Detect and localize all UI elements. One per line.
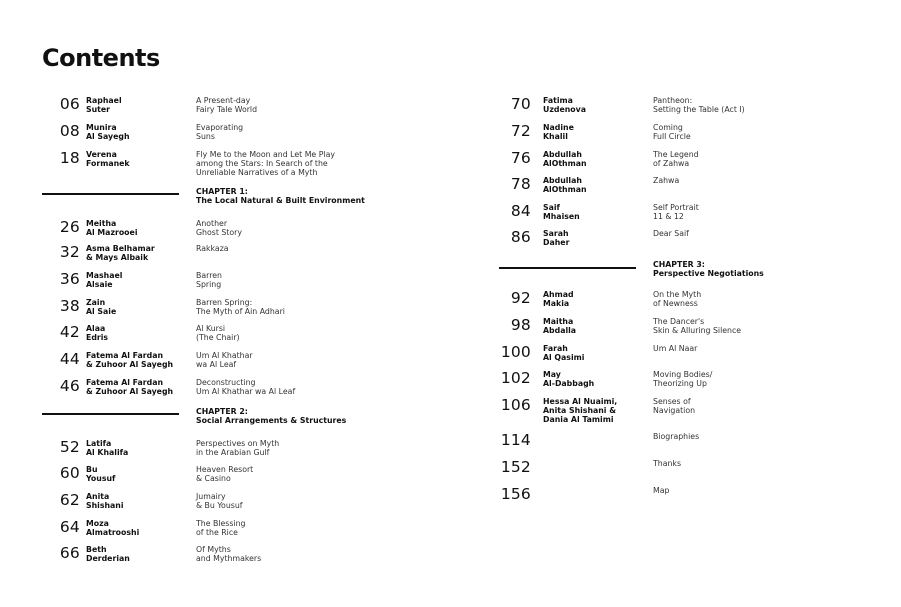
author-name: Raphael Suter xyxy=(86,96,122,114)
work-title: Biographies xyxy=(653,432,700,441)
author-name: Zain Al Saie xyxy=(86,298,117,316)
work-title: Heaven Resort & Casino xyxy=(196,465,254,483)
page-number: 98 xyxy=(510,316,531,334)
author-name: Bu Yousuf xyxy=(86,465,116,483)
chapter-divider xyxy=(499,267,636,269)
work-title: Pantheon: Setting the Table (Act I) xyxy=(653,96,745,114)
work-title: On the Myth of Newness xyxy=(653,290,702,308)
work-title: The Dancer's Skin & Alluring Silence xyxy=(653,317,742,335)
work-title: Thanks xyxy=(653,459,682,468)
author-name: Farah Al Qasimi xyxy=(543,344,585,362)
author-name: Abdullah AlOthman xyxy=(543,176,587,194)
work-title: The Legend of Zahwa xyxy=(653,150,699,168)
page-number: 70 xyxy=(510,95,531,113)
work-title: Another Ghost Story xyxy=(196,219,242,237)
author-name: Fatema Al Fardan & Zuhoor Al Sayegh xyxy=(86,351,174,369)
page-number: 106 xyxy=(500,396,531,414)
author-name: Maitha Abdalla xyxy=(543,317,577,335)
work-title: Al Kursi (The Chair) xyxy=(196,324,240,342)
chapter-divider xyxy=(42,193,179,195)
page-number: 18 xyxy=(59,149,80,167)
work-title: Zahwa xyxy=(653,176,680,185)
page-number: 62 xyxy=(59,491,80,509)
page-number: 44 xyxy=(59,350,80,368)
work-title: The Blessing of the Rice xyxy=(196,519,246,537)
author-name: Hessa Al Nuaimi, Anita Shishani & Dania Al Tamimi xyxy=(543,397,618,424)
author-name: Ahmad Makia xyxy=(543,290,574,308)
page-number: 156 xyxy=(500,485,531,503)
work-title: Evaporating Suns xyxy=(196,123,244,141)
work-title: Dear Saif xyxy=(653,229,689,238)
work-title: Moving Bodies/ Theorizing Up xyxy=(653,370,713,388)
author-name: Abdullah AlOthman xyxy=(543,150,587,168)
page-number: 66 xyxy=(59,544,80,562)
author-name: Latifa Al Khalifa xyxy=(86,439,129,457)
author-name: Mashael Alsaie xyxy=(86,271,123,289)
page-number: 76 xyxy=(510,149,531,167)
work-title: Fly Me to the Moon and Let Me Play among the Stars: In Search of the Unreliable Narratives of a Myth xyxy=(196,150,335,177)
page-number: 152 xyxy=(500,458,531,476)
page-number: 36 xyxy=(59,270,80,288)
page-number: 08 xyxy=(59,122,80,140)
work-title: Coming Full Circle xyxy=(653,123,691,141)
work-title: Self Portrait 11 & 12 xyxy=(653,203,699,221)
work-title: Jumairy & Bu Yousuf xyxy=(196,492,243,510)
page-number: 46 xyxy=(59,377,80,395)
page-number: 32 xyxy=(59,243,80,261)
work-title: Barren Spring xyxy=(196,271,222,289)
page-number: 60 xyxy=(59,464,80,482)
page-number: 84 xyxy=(510,202,531,220)
author-name: Munira Al Sayegh xyxy=(86,123,130,141)
page-number: 42 xyxy=(59,323,80,341)
chapter-divider xyxy=(42,413,179,415)
work-title: Perspectives on Myth in the Arabian Gulf xyxy=(196,439,280,457)
page-number: 72 xyxy=(510,122,531,140)
page-number: 38 xyxy=(59,297,80,315)
author-name: May Al-Dabbagh xyxy=(543,370,595,388)
author-name: Saif Mhaisen xyxy=(543,203,580,221)
author-name: Meitha Al Mazrooei xyxy=(86,219,138,237)
work-title: Rakkaza xyxy=(196,244,229,253)
author-name: Nadine Khalil xyxy=(543,123,574,141)
page-number: 64 xyxy=(59,518,80,536)
author-name: Asma Belhamar & Mays Albaik xyxy=(86,244,155,262)
chapter-heading[interactable]: CHAPTER 2: Social Arrangements & Structures xyxy=(196,407,347,425)
author-name: Anita Shishani xyxy=(86,492,124,510)
page-number: 102 xyxy=(500,369,531,387)
author-name: Moza Almatrooshi xyxy=(86,519,140,537)
chapter-heading[interactable]: CHAPTER 1: The Local Natural & Built Environment xyxy=(196,187,365,205)
page-number: 114 xyxy=(500,431,531,449)
chapter-heading[interactable]: CHAPTER 3: Perspective Negotiations xyxy=(653,260,764,278)
work-title: Um Al Naar xyxy=(653,344,698,353)
page-number: 26 xyxy=(59,218,80,236)
author-name: Fatima Uzdenova xyxy=(543,96,586,114)
work-title: A Present-day Fairy Tale World xyxy=(196,96,258,114)
page-number: 100 xyxy=(500,343,531,361)
author-name: Beth Derderian xyxy=(86,545,130,563)
page-number: 06 xyxy=(59,95,80,113)
work-title: Barren Spring: The Myth of Ain Adhari xyxy=(196,298,285,316)
work-title: Map xyxy=(653,486,670,495)
author-name: Sarah Daher xyxy=(543,229,570,247)
work-title: Deconstructing Um Al Khathar wa Al Leaf xyxy=(196,378,296,396)
page-number: 78 xyxy=(510,175,531,193)
author-name: Alaa Edris xyxy=(86,324,109,342)
page-title: Contents xyxy=(42,44,160,72)
author-name: Verena Formanek xyxy=(86,150,130,168)
author-name: Fatema Al Fardan & Zuhoor Al Sayegh xyxy=(86,378,174,396)
work-title: Of Myths and Mythmakers xyxy=(196,545,262,563)
page-number: 52 xyxy=(59,438,80,456)
work-title: Senses of Navigation xyxy=(653,397,696,415)
page-number: 92 xyxy=(510,289,531,307)
page-number: 86 xyxy=(510,228,531,246)
work-title: Um Al Khathar wa Al Leaf xyxy=(196,351,253,369)
